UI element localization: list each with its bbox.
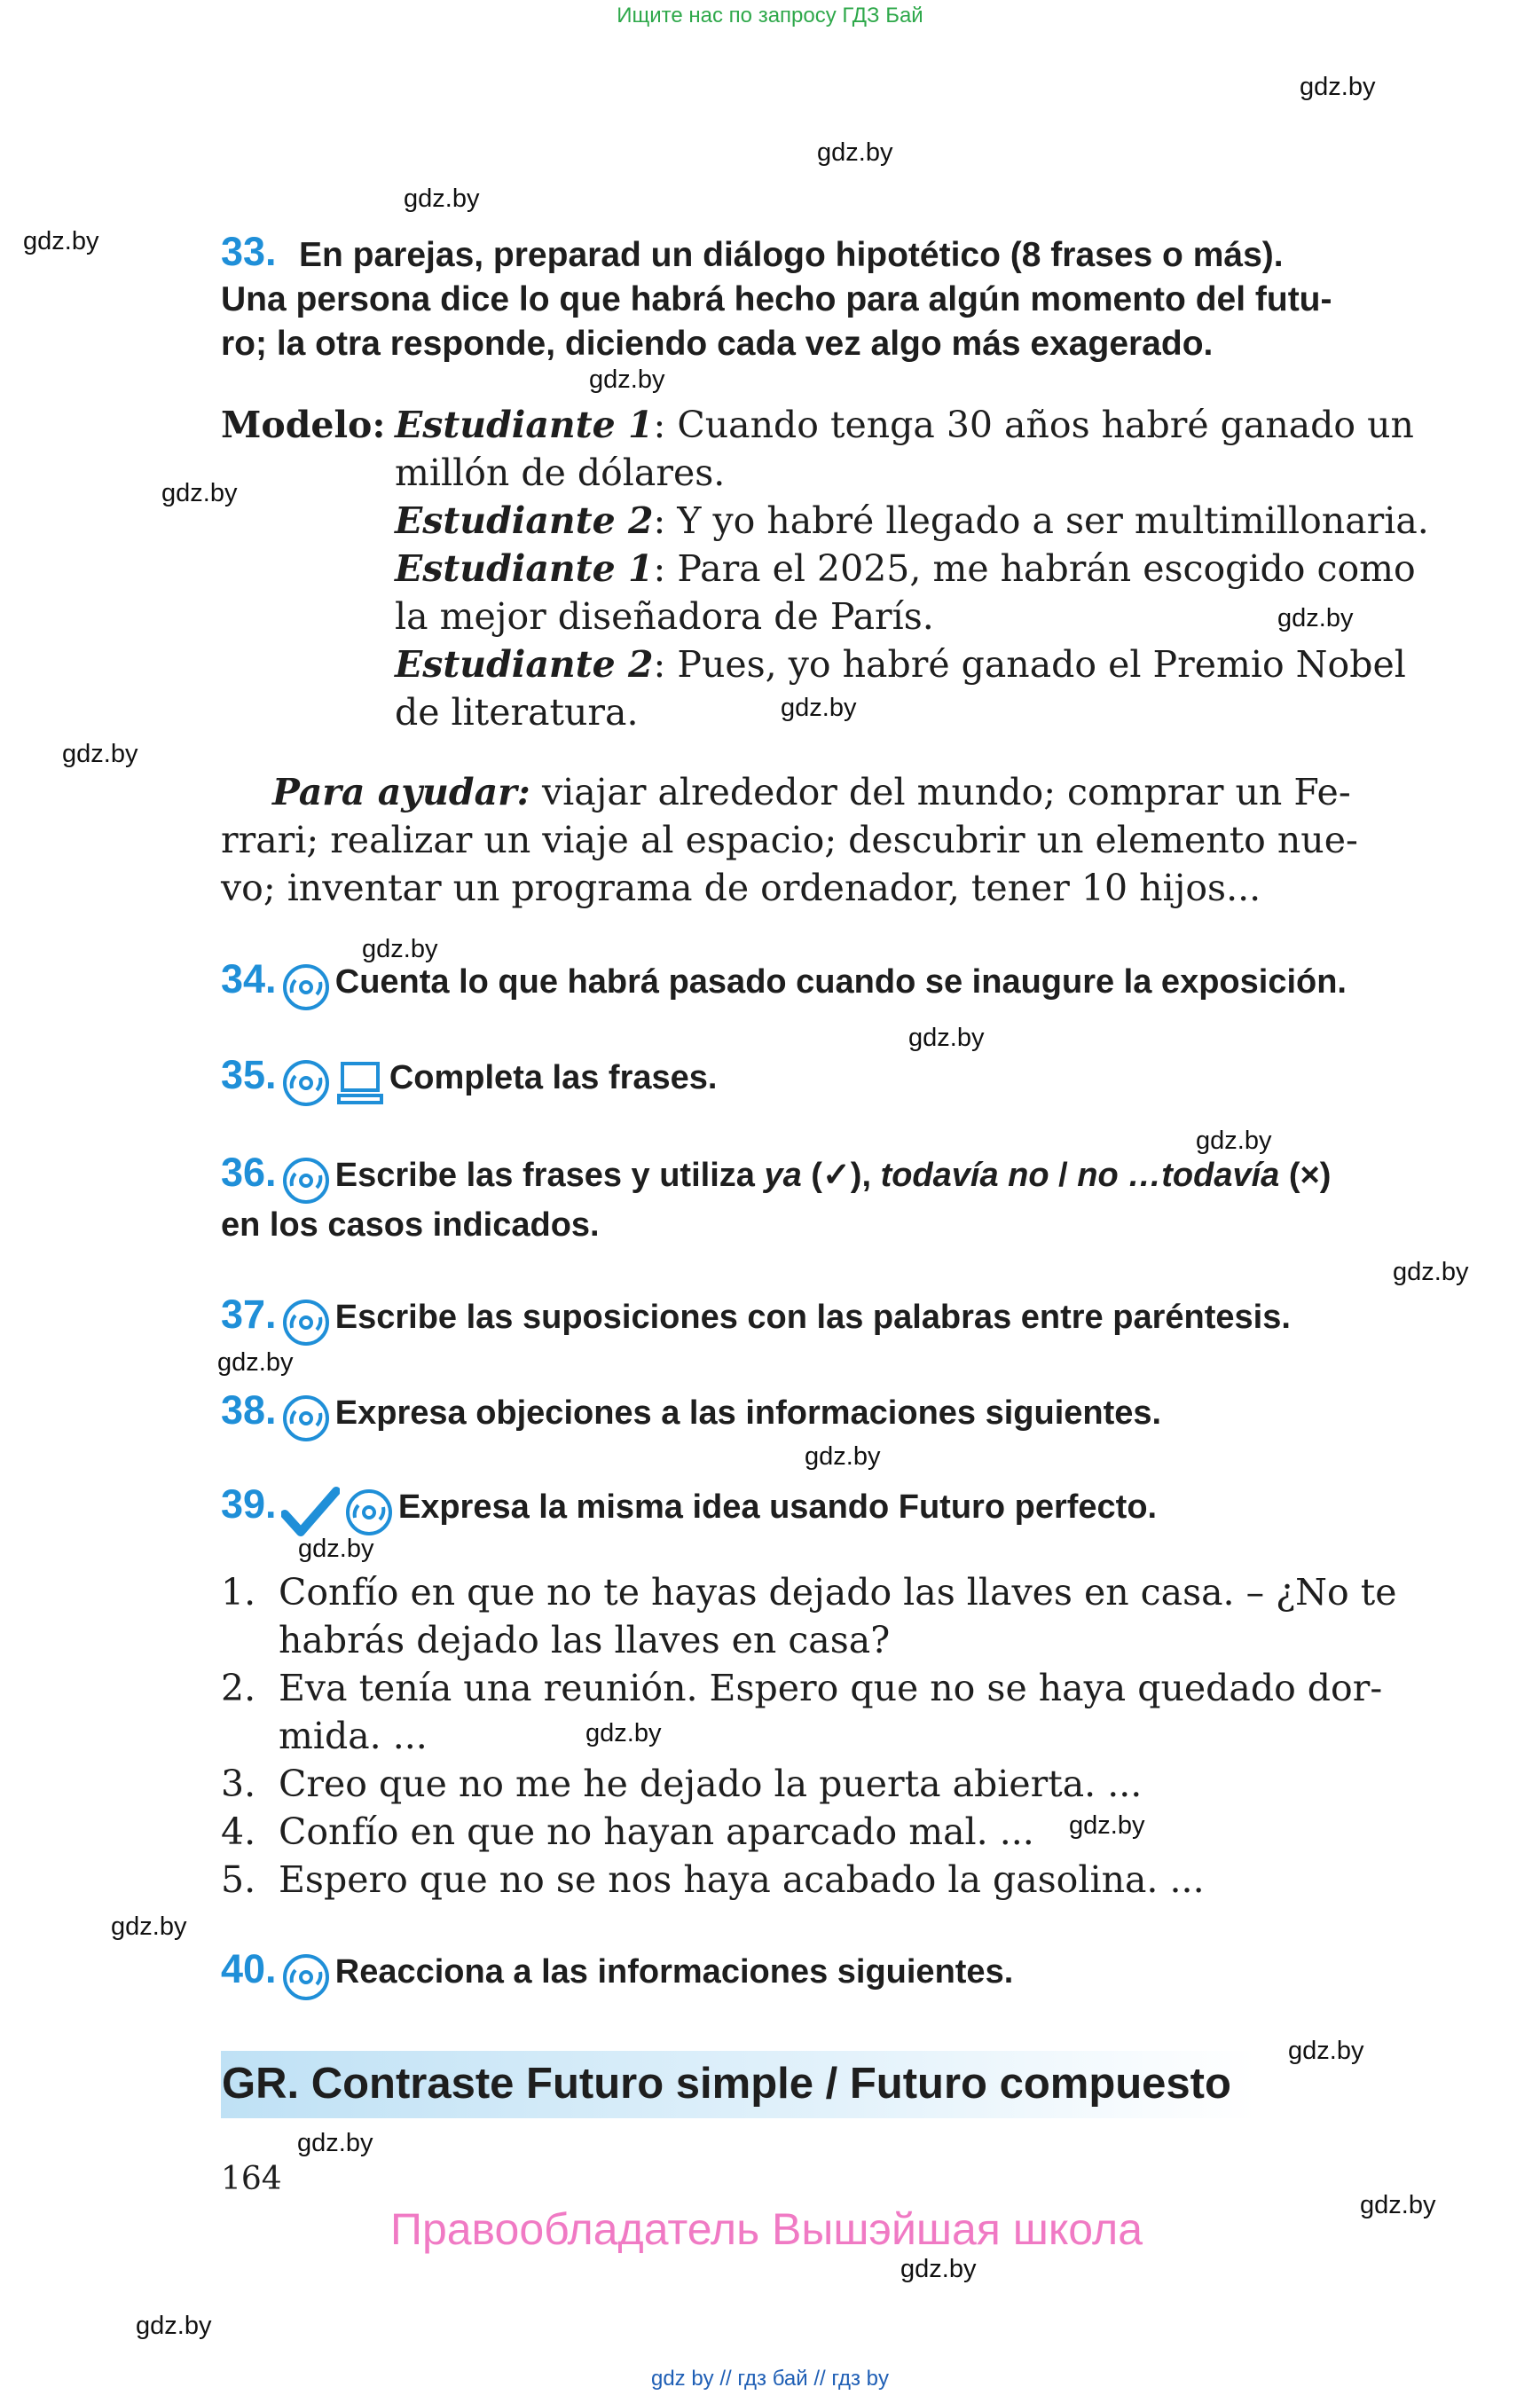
exercise-instruction: Escribe las suposiciones con las palabras entre paréntesis. xyxy=(334,1299,1291,1336)
exercise-35 xyxy=(221,1052,717,1111)
exercise-33-instruction-line: ro; la otra responde, diciendo cada vez algo más exagerado. xyxy=(221,325,1214,363)
watermark: gdz.by xyxy=(1288,2037,1364,2065)
exercise-number: 39. xyxy=(221,1481,277,1527)
dialogue-text: de literatura. xyxy=(395,691,639,734)
exercise-38 xyxy=(221,1387,1161,1447)
list-item: Creo que no me he dejado la puerta abierta. ... xyxy=(279,1763,1143,1805)
checkmark-icon xyxy=(281,1486,340,1543)
exercise-instruction xyxy=(335,1157,1332,1194)
watermark: gdz.by xyxy=(585,1719,662,1747)
exercise-number: 35. xyxy=(221,1052,277,1097)
instruction-text: (×) xyxy=(1279,1157,1332,1194)
exercise-33-instruction-line: Una persona dice lo que habrá hecho para algún momento del futu- xyxy=(221,280,1332,318)
watermark: gdz.by xyxy=(1277,604,1354,632)
list-item: Confío en que no hayan aparcado mal. ... xyxy=(279,1810,1034,1853)
watermark: gdz.by xyxy=(589,365,665,394)
help-label: Para ayudar: xyxy=(272,771,530,813)
exercise-number: 33. xyxy=(221,229,277,274)
exercise-number: 34. xyxy=(221,956,277,1001)
instruction-text: no xyxy=(1077,1157,1119,1194)
dialogue-text: : Y yo habré llegado a ser multimillonaria. xyxy=(653,499,1429,542)
watermark: gdz.by xyxy=(1393,1258,1469,1286)
list-item: habrás dejado las llaves en casa? xyxy=(279,1619,891,1661)
dialogue-text: millón de dólares. xyxy=(395,452,726,494)
instruction-text: Escribe las frases y utiliza xyxy=(334,1157,765,1194)
dialogue-line xyxy=(395,545,1416,593)
exercise-number: 37. xyxy=(221,1292,277,1337)
dialogue-line xyxy=(395,593,934,640)
exercise-instruction: Expresa la misma idea usando Futuro perfecto. xyxy=(397,1488,1158,1526)
exercise-instruction: Completa las frases. xyxy=(389,1059,718,1096)
exercise-36-line2: en los casos indicados. xyxy=(221,1206,600,1244)
exercise-number: 36. xyxy=(221,1150,277,1195)
watermark: gdz.by xyxy=(1196,1127,1272,1155)
exercise-number: 40. xyxy=(221,1946,277,1991)
help-text: viajar alrededor del mundo; comprar un Fe- xyxy=(530,771,1351,813)
cd-disc-icon xyxy=(281,1394,331,1447)
watermark: gdz.by xyxy=(805,1442,881,1471)
exercise-33-header xyxy=(221,229,277,275)
watermark: gdz.by xyxy=(817,138,893,167)
watermark: gdz.by xyxy=(161,479,238,507)
instruction-text: / xyxy=(1049,1157,1078,1194)
copyright-notice: Правообладатель Вышэйшая школа xyxy=(390,2204,1143,2254)
list-item-number: 3. xyxy=(221,1763,256,1805)
watermark: gdz.by xyxy=(136,2312,212,2340)
computer-icon xyxy=(335,1058,385,1111)
instruction-text: ya xyxy=(764,1157,802,1194)
list-item-number: 2. xyxy=(221,1667,256,1709)
exercise-39 xyxy=(221,1481,1157,1543)
dialogue-line xyxy=(395,688,639,736)
exercise-number: 38. xyxy=(221,1387,277,1433)
list-item-number: 1. xyxy=(221,1571,256,1614)
list-item: Confío en que no te hayas dejado las llaves en casa. – ¿No te xyxy=(279,1571,1397,1614)
watermark: gdz.by xyxy=(111,1912,187,1941)
model-label: Modelo: xyxy=(221,404,386,446)
top-banner[interactable]: Ищите нас по запросу ГДЗ Бай xyxy=(617,4,923,27)
list-item: Espero que no se nos haya acabado la gasolina. ... xyxy=(279,1858,1205,1901)
dialogue-line xyxy=(395,497,1429,545)
watermark: gdz.by xyxy=(23,227,99,255)
bottom-banner[interactable]: gdz by // гдз бай // гдз by xyxy=(650,2367,890,2391)
dialogue-text: : Para el 2025, me habrán escogido como xyxy=(653,547,1416,590)
cd-disc-icon xyxy=(281,962,331,1016)
instruction-text: todavía no xyxy=(880,1157,1049,1194)
list-item: Eva tenía una reunión. Espero que no se haya quedado dor- xyxy=(279,1667,1383,1709)
exercise-instruction: Cuenta lo que habrá pasado cuando se inaugure la exposición. xyxy=(334,963,1347,1001)
exercise-36 xyxy=(221,1150,1331,1209)
page-number: 164 xyxy=(221,2161,282,2197)
watermark: gdz.by xyxy=(62,740,138,768)
cd-disc-icon xyxy=(281,1952,331,2006)
speaker: Estudiante 1 xyxy=(395,404,654,446)
exercise-34 xyxy=(221,956,1347,1016)
help-line: vo; inventar un programa de ordenador, tener 10 hijos... xyxy=(221,867,1261,909)
exercise-instruction: Expresa objeciones a las informaciones siguientes. xyxy=(334,1394,1162,1432)
dialogue-text: : Cuando tenga 30 años habré ganado un xyxy=(653,404,1414,446)
dialogue-text: la mejor diseñadora de París. xyxy=(395,595,934,638)
watermark: gdz.by xyxy=(362,935,438,963)
watermark: gdz.by xyxy=(404,185,480,213)
cd-disc-icon xyxy=(281,1156,331,1209)
dialogue-line xyxy=(395,401,1414,449)
watermark: gdz.by xyxy=(908,1024,985,1052)
dialogue-text: : Pues, yo habré ganado el Premio Nobel xyxy=(653,643,1406,686)
speaker: Estudiante 2 xyxy=(395,499,654,542)
exercise-33-instruction-line: En parejas, preparad un diálogo hipotético (8 frases o más). xyxy=(299,236,1284,274)
speaker: Estudiante 2 xyxy=(395,643,654,686)
dialogue-line xyxy=(395,449,725,497)
watermark: gdz.by xyxy=(298,1535,374,1563)
cd-disc-icon xyxy=(344,1488,394,1541)
cd-disc-icon xyxy=(281,1298,331,1351)
watermark: gdz.by xyxy=(781,694,857,722)
exercise-instruction: Reacciona a las informaciones siguientes. xyxy=(334,1953,1014,1991)
list-item: mida. ... xyxy=(279,1715,428,1757)
instruction-text: …todavía xyxy=(1118,1157,1280,1194)
exercise-40 xyxy=(221,1946,1013,2006)
list-item-number: 5. xyxy=(221,1858,256,1901)
watermark: gdz.by xyxy=(1069,1811,1145,1840)
watermark: gdz.by xyxy=(900,2255,977,2283)
watermark: gdz.by xyxy=(1300,73,1376,101)
watermark: gdz.by xyxy=(1360,2191,1436,2219)
dialogue-line xyxy=(395,640,1406,688)
instruction-text: (✓), xyxy=(801,1157,881,1194)
grammar-heading: GR. Contraste Futuro simple / Futuro compuesto xyxy=(222,2060,1231,2108)
exercise-37 xyxy=(221,1292,1291,1351)
list-item-number: 4. xyxy=(221,1810,256,1853)
help-line: rrari; realizar un viaje al espacio; descubrir un elemento nue- xyxy=(221,819,1358,861)
help-line xyxy=(272,768,1351,816)
watermark: gdz.by xyxy=(217,1348,294,1377)
speaker: Estudiante 1 xyxy=(395,547,654,590)
cd-disc-icon xyxy=(281,1058,331,1111)
watermark: gdz.by xyxy=(297,2129,373,2157)
